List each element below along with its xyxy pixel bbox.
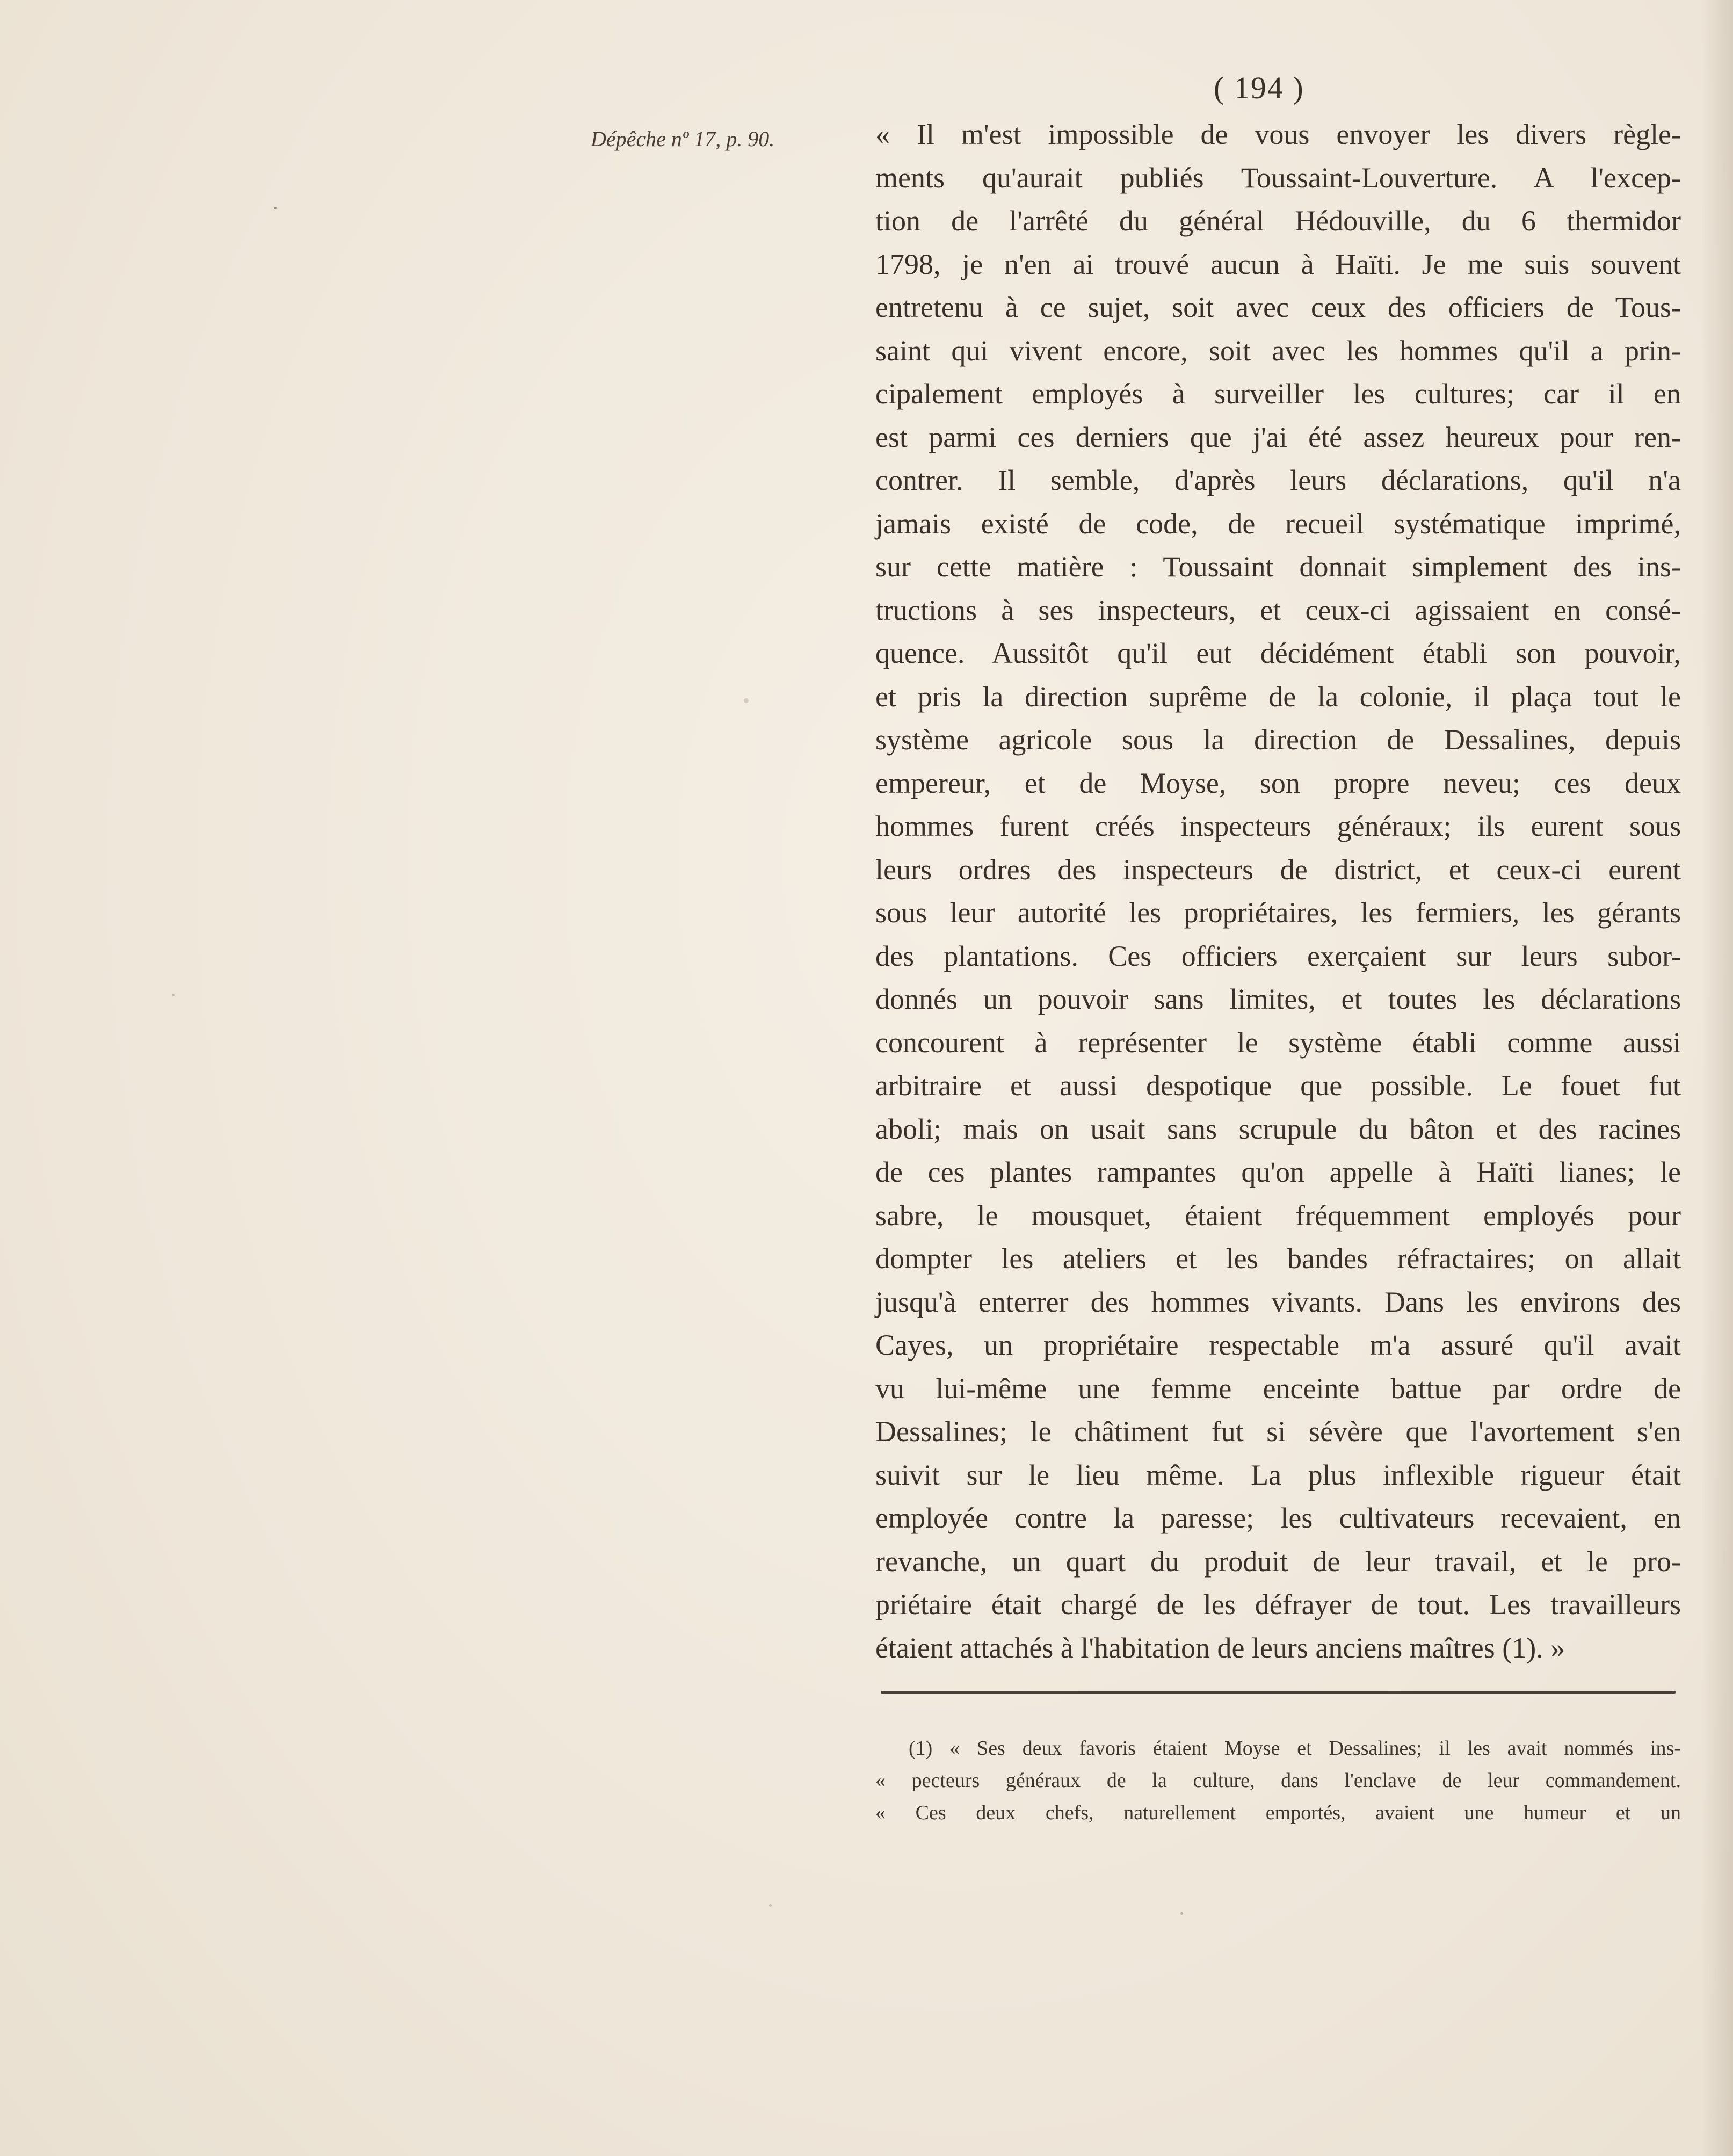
- footnote-line: « Ces deux chefs, naturellement emportés, avaient une humeur et un: [875, 1802, 1681, 1824]
- text-line: tion de l'arrêté du général Hédouville, du 6 thermidor: [875, 205, 1681, 237]
- text-line: Cayes, un propriétaire respectable m'a assuré qu'il avait: [875, 1329, 1681, 1361]
- text-line: sabre, le mousquet, étaient fréquemment employés pour: [875, 1199, 1681, 1232]
- text-line: aboli; mais on usait sans scrupule du bâton et des racines: [875, 1112, 1681, 1145]
- page-edge-shadow: [1701, 0, 1733, 2156]
- text-line: quence. Aussitôt qu'il eut décidément établi son pouvoir,: [875, 637, 1681, 669]
- text-line: vu lui-même une femme enceinte battue par ordre de: [875, 1372, 1681, 1405]
- text-line: 1798, je n'en ai trouvé aucun à Haïti. Je me suis souvent: [875, 248, 1681, 280]
- paper-speck: [274, 207, 277, 209]
- footnote-line: (1) « Ses deux favoris étaient Moyse et Dessalines; il les avait nommés ins-: [909, 1737, 1681, 1760]
- text-line: jamais existé de code, de recueil systématique imprimé,: [875, 507, 1681, 540]
- text-line: ments qu'aurait publiés Toussaint-Louverture. A l'excep-: [875, 161, 1681, 194]
- text-line: jusqu'à enterrer des hommes vivants. Dans les environs des: [875, 1285, 1681, 1318]
- text-line: étaient attachés à l'habitation de leurs anciens maîtres (1). »: [875, 1631, 1565, 1664]
- text-line: cipalement employés à surveiller les cultures; car il en: [875, 378, 1681, 410]
- footnote-divider: [881, 1691, 1676, 1694]
- text-line: suivit sur le lieu même. La plus inflexible rigueur était: [875, 1458, 1681, 1491]
- text-line: de ces plantes rampantes qu'on appelle à Haïti lianes; le: [875, 1156, 1681, 1188]
- text-line: tructions à ses inspecteurs, et ceux-ci agissaient en consé-: [875, 594, 1681, 626]
- footnote-line: « pecteurs généraux de la culture, dans l'enclave de leur commandement.: [875, 1769, 1681, 1792]
- text-line: leurs ordres des inspecteurs de district, et ceux-ci eurent: [875, 853, 1681, 886]
- text-line: saint qui vivent encore, soit avec les hommes qu'il a prin-: [875, 334, 1681, 367]
- text-line: priétaire était chargé de les défrayer de tout. Les travailleurs: [875, 1588, 1681, 1620]
- text-line: sur cette matière : Toussaint donnait simplement des ins-: [875, 551, 1681, 583]
- text-line: sous leur autorité les propriétaires, les fermiers, les gérants: [875, 896, 1681, 929]
- text-line: entretenu à ce sujet, soit avec ceux des officiers de Tous-: [875, 291, 1681, 323]
- text-line: dompter les ateliers et les bandes réfractaires; on allait: [875, 1242, 1681, 1275]
- text-line: des plantations. Ces officiers exerçaient sur leurs subor-: [875, 939, 1681, 972]
- main-text-block: [875, 113, 1681, 1669]
- text-line: contrer. Il semble, d'après leurs déclarations, qu'il n'a: [875, 464, 1681, 496]
- text-line: empereur, et de Moyse, son propre neveu; ces deux: [875, 766, 1681, 799]
- text-line: hommes furent créés inspecteurs généraux; ils eurent sous: [875, 810, 1681, 842]
- text-line: donnés un pouvoir sans limites, et toutes les déclarations: [875, 983, 1681, 1015]
- page-number: ( 194 ): [1214, 70, 1304, 105]
- text-line: est parmi ces derniers que j'ai été assez heureux pour ren-: [875, 421, 1681, 453]
- text-line: concourent à représenter le système établi comme aussi: [875, 1026, 1681, 1059]
- text-line: revanche, un quart du produit de leur travail, et le pro-: [875, 1545, 1681, 1578]
- footnote-block: [875, 1732, 1681, 1829]
- text-line: employée contre la paresse; les cultivateurs recevaient, en: [875, 1502, 1681, 1534]
- paper-speck: [172, 994, 175, 996]
- text-line: Dessalines; le châtiment fut si sévère que l'avortement s'en: [875, 1415, 1681, 1448]
- margin-note: Dépêche nº 17, p. 90.: [591, 127, 775, 151]
- paper-speck: [744, 698, 749, 703]
- text-line: arbitraire et aussi despotique que possible. Le fouet fut: [875, 1069, 1681, 1102]
- text-line: « Il m'est impossible de vous envoyer les divers règle-: [875, 118, 1681, 150]
- text-line: système agricole sous la direction de Dessalines, depuis: [875, 724, 1681, 756]
- text-line: et pris la direction suprême de la colonie, il plaça tout le: [875, 680, 1681, 713]
- paper-speck: [1180, 1912, 1183, 1915]
- paper-speck: [769, 1904, 772, 1907]
